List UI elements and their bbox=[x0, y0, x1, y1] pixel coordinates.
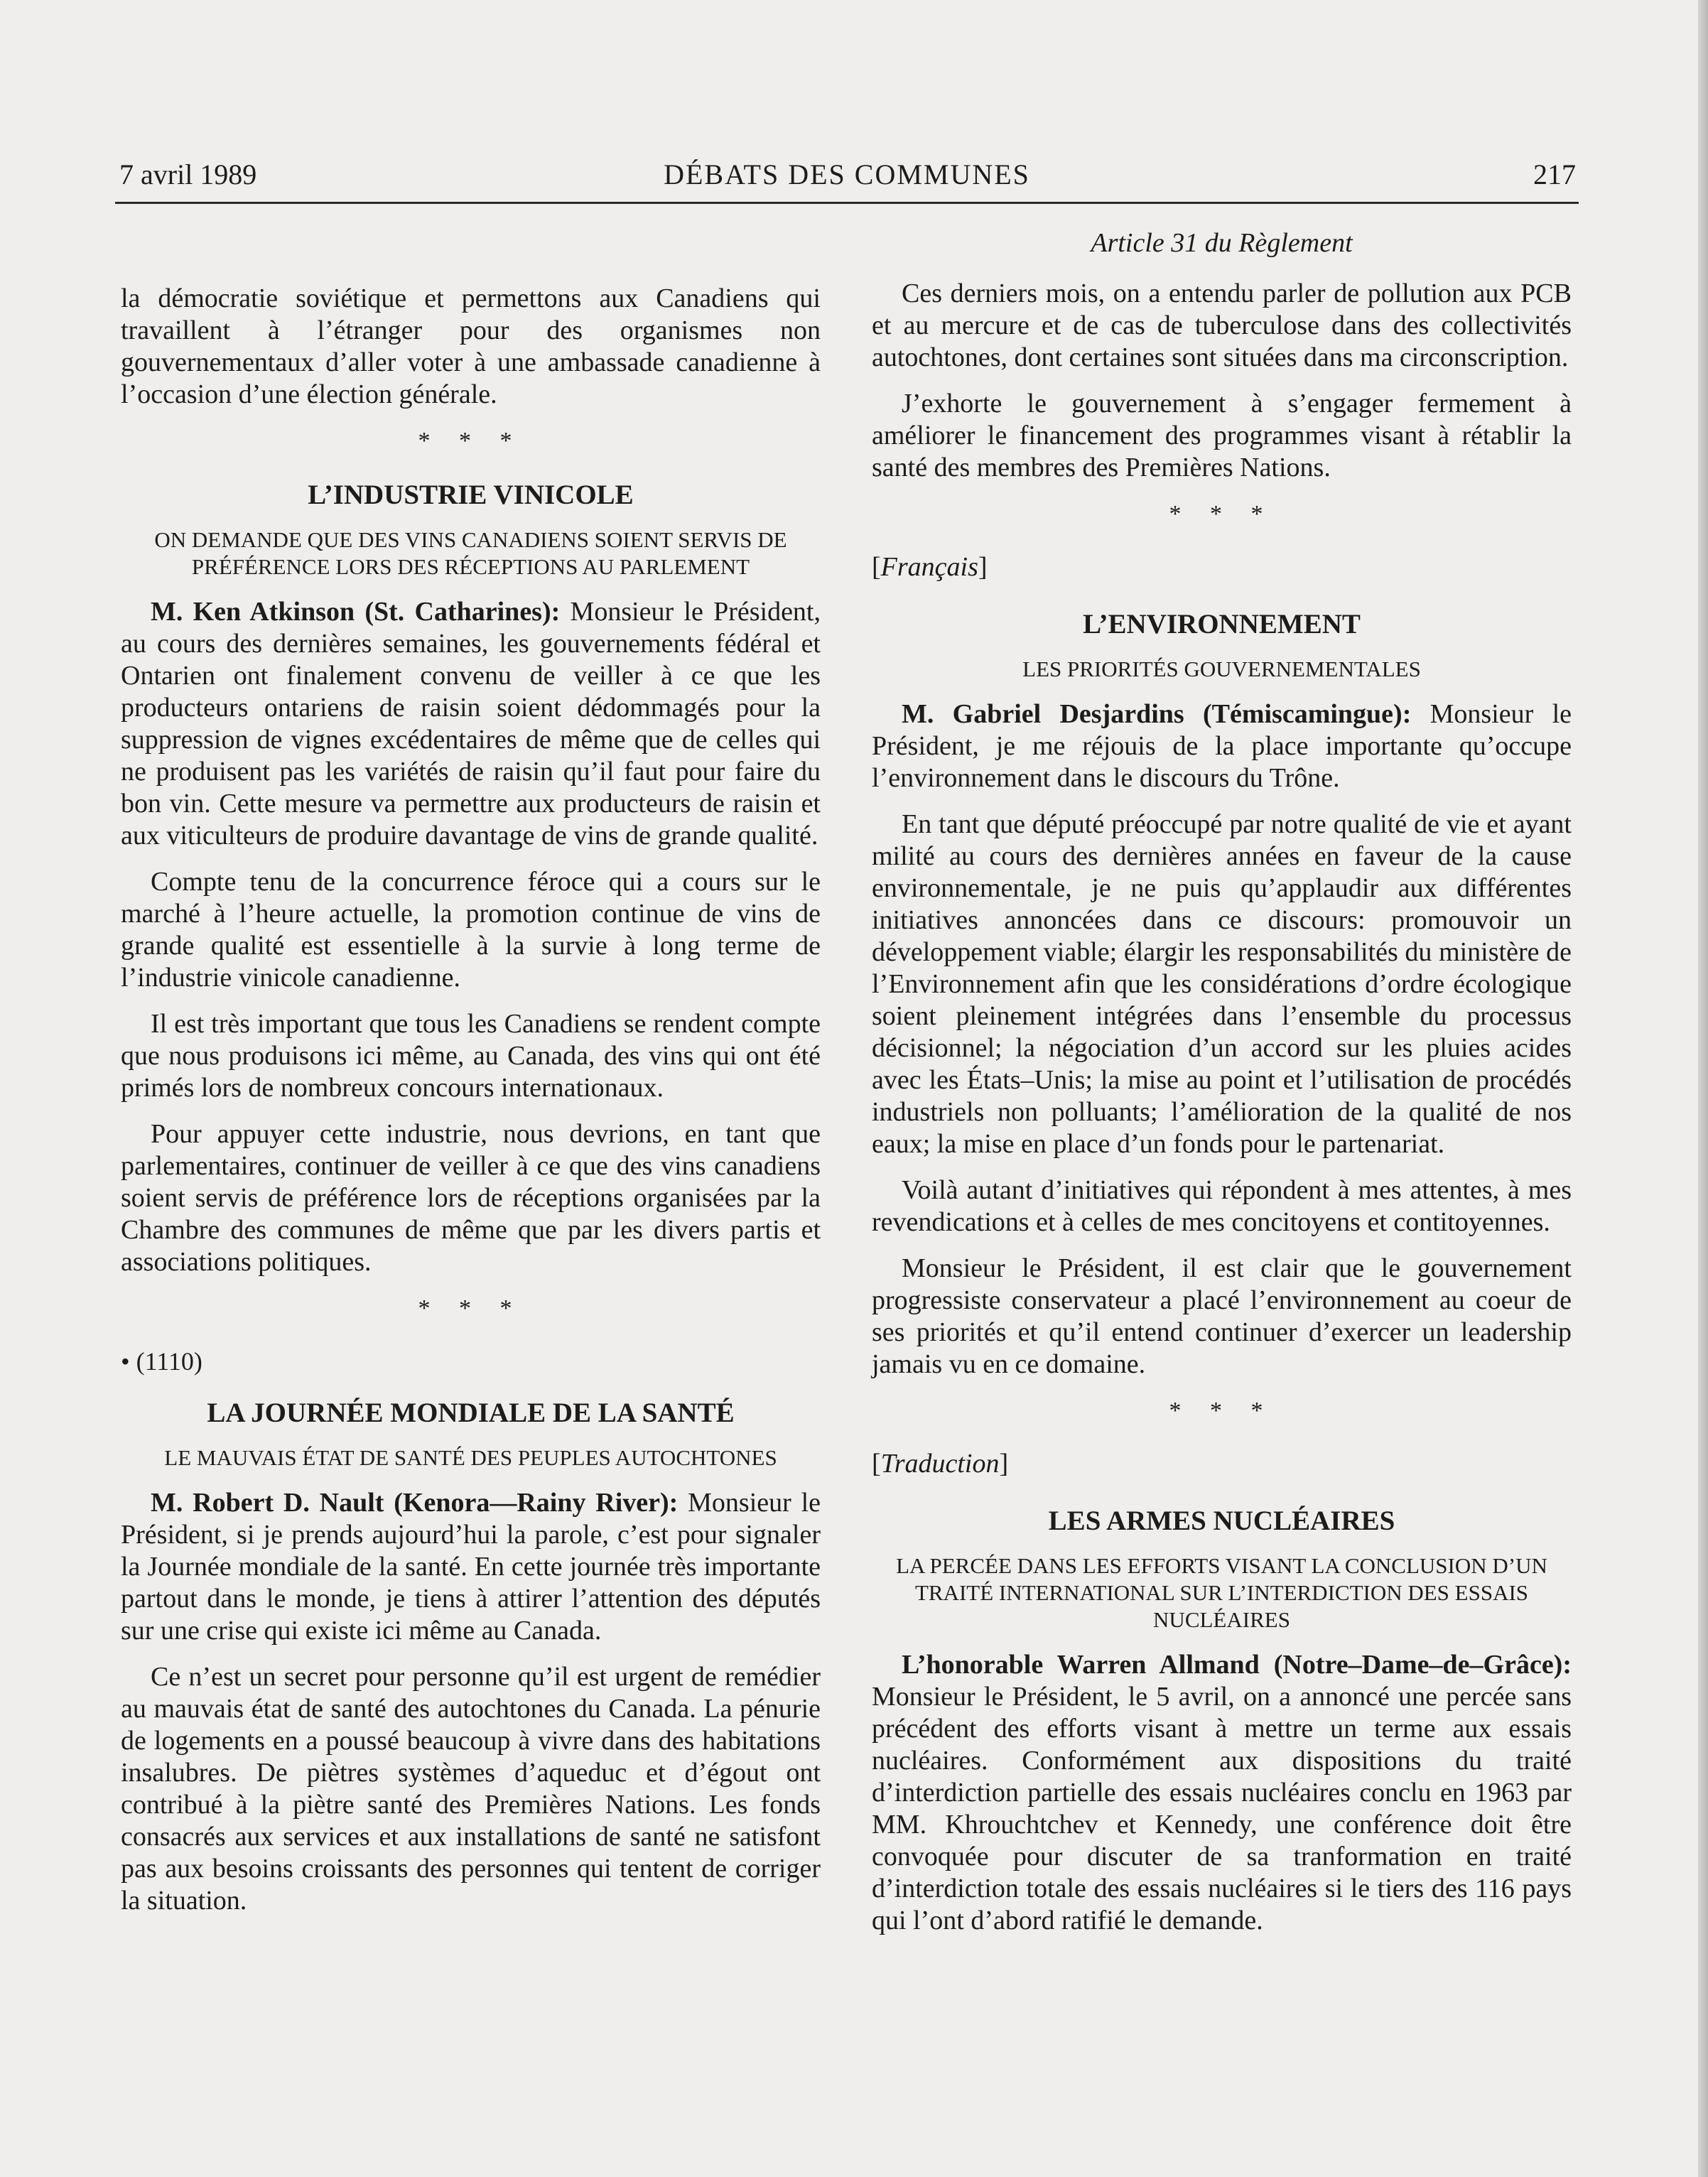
section-heading: L’ENVIRONNEMENT bbox=[1083, 609, 1361, 639]
paragraph: Voilà autant d’initiatives qui répondent à mes attentes, à mes revendications et à celles de mes concitoyens et contitoyennes. bbox=[872, 1175, 1572, 1237]
paragraph: Compte tenu de la concurrence féroce qui a cours sur le marché à l’heure actuelle, la promotion continue de vins de grande qualité est essentielle à la survie à long terme de l’industrie vinicole canadienne. bbox=[121, 867, 821, 993]
section-heading: LES ARMES NUCLÉAIRES bbox=[1048, 1506, 1395, 1536]
language-label: Traduction bbox=[880, 1449, 1000, 1479]
section-separator: * * * bbox=[418, 1295, 524, 1322]
header-title: DÉBATS DES COMMUNES bbox=[664, 158, 1030, 190]
language-note: [Français] bbox=[872, 552, 988, 582]
page-edge-shadow bbox=[1698, 0, 1708, 2177]
paragraph bbox=[872, 1649, 1572, 1937]
speaker-name: M. Gabriel Desjardins (Témiscamingue): bbox=[902, 699, 1412, 729]
paragraph: J’exhorte le gouvernement à s’engager fermement à améliorer le financement des programmes visant à rétablir la santé des membres des Premières Nations. bbox=[872, 389, 1572, 482]
section-separator: * * * bbox=[1169, 501, 1275, 527]
paragraph bbox=[121, 596, 821, 852]
speaker-name: M. Robert D. Nault (Kenora—Rainy River): bbox=[151, 1488, 679, 1518]
page-header bbox=[115, 158, 1579, 204]
speech-text: Monsieur le Président, le 5 avril, on a annoncé une percée sans précédent des efforts visant à mettre un terme aux essais nucléaires. Conformément aux dispositions du traité d’interdiction partielle des essais nucléaires conclu en 1963 par MM. Khrouchtchev et Kennedy, une conférence doit être convoquée pour discuter de sa tranformation en traité d’interdiction totale des essais nucléaires si le tiers des 116 pays qui l’ont d’abord ratifié le demande. bbox=[872, 1682, 1572, 1935]
language-label: Français bbox=[880, 552, 978, 582]
header-page-number: 217 bbox=[1533, 158, 1576, 190]
right-column bbox=[872, 227, 1572, 1951]
section-heading: L’INDUSTRIE VINICOLE bbox=[308, 480, 634, 510]
article-reference: Article 31 du Règlement bbox=[1091, 228, 1353, 258]
time-marker: • (1110) bbox=[121, 1347, 202, 1376]
paragraph bbox=[121, 1487, 821, 1647]
language-note: [Traduction] bbox=[872, 1449, 1009, 1479]
section-separator: * * * bbox=[418, 428, 524, 454]
paragraph: Ce n’est un secret pour personne qu’il est urgent de remédier au mauvais état de santé des autochtones du Canada. La pénurie de logements en a poussé beaucoup à vivre dans des habitations insalubres. De piètres systèmes d’aqueduc et d’égout ont contribué à la piètre santé des Premières Nations. Les fonds consacrés aux services et aux installations de santé ne satisfont pas aux besoins croissants des personnes qui tentent de corriger la situation. bbox=[121, 1662, 821, 1916]
paragraph: la démocratie soviétique et permettons aux Canadiens qui travaillent à l’étranger pour des organismes non gouvernementaux d’aller voter à une ambassade canadienne à l’occasion d’une élection générale. bbox=[121, 283, 821, 409]
section-heading: LA JOURNÉE MONDIALE DE LA SANTÉ bbox=[207, 1398, 735, 1428]
section-subheading: LES PRIORITÉS GOUVERNEMENTALES bbox=[1022, 657, 1421, 681]
paragraph: Il est très important que tous les Canadiens se rendent compte que nous produisons ici même, au Canada, des vins qui ont été primés lors de nombreux concours internationaux. bbox=[121, 1009, 821, 1103]
paragraph: Pour appuyer cette industrie, nous devrions, en tant que parlementaires, continuer de veiller à ce que des vins canadiens soient servis de préférence lors de réceptions organisées par la Chambre des communes de même que par les divers partis et associations politiques. bbox=[121, 1119, 821, 1277]
header-date: 7 avril 1989 bbox=[119, 158, 257, 190]
paragraph: En tant que député préoccupé par notre qualité de vie et ayant milité au cours des dernières années en faveur de la cause environnementale, je ne puis qu’applaudir aux différentes initiatives annoncées dans ce discours: promouvoir un développement viable; élargir les responsabilités du ministère de l’Environnement afin que les considérations d’ordre écologique soient pleinement intégrées dans l’ensemble du processus décisionnel; la négociation d’un accord sur les pluies acides avec les États–Unis; la mise au point et l’utilisation de procédés industriels non polluants; l’amélioration de la qualité de nos eaux; la mise en place d’un fonds pour le partenariat. bbox=[872, 809, 1572, 1159]
section-separator: * * * bbox=[1169, 1398, 1275, 1424]
speech-text: Monsieur le Président, si je prends aujourd’hui la parole, c’est pour signaler la Journée mondiale de la santé. En cette journée très importante partout dans le monde, je tiens à attirer l’attention des députés sur une crise qui existe ici même au Canada. bbox=[121, 1488, 821, 1646]
section-subheading: LA PERCÉE DANS LES EFFORTS VISANT LA CONCLUSION D’UN TRAITÉ INTERNATIONAL SUR L’INTERDICTION DES ESSAIS NUCLÉAIRES bbox=[896, 1553, 1547, 1632]
paragraph: Monsieur le Président, il est clair que le gouvernement progressiste conservateur a placé l’environnement au coeur de ses priorités et qu’il entend continuer d’exercer un leadership jamais vu en ce domaine. bbox=[872, 1253, 1572, 1379]
paragraph bbox=[872, 698, 1572, 794]
speaker-name: L’honorable Warren Allmand (Notre–Dame–de–Grâce): bbox=[902, 1650, 1572, 1680]
speech-text: Monsieur le Président, je me réjouis de la place importante qu’occupe l’environnement dans le discours du Trône. bbox=[872, 699, 1572, 793]
left-column bbox=[121, 283, 821, 1931]
speaker-name: M. Ken Atkinson (St. Catharines): bbox=[151, 597, 561, 627]
section-subheading: ON DEMANDE QUE DES VINS CANADIENS SOIENT SERVIS DE PRÉFÉRENCE LORS DES RÉCEPTIONS AU PARLEMENT bbox=[154, 527, 787, 579]
speech-text: Monsieur le Président, au cours des dernières semaines, les gouvernements fédéral et Ontarien ont finalement convenu de veiller à ce que les producteurs ontariens de raisin soient dédommagés pour la suppression de vignes excédentaires de même que de celles qui ne produisent pas les variétés de raisin qu’il faut pour faire du bon vin. Cette mesure va permettre aux producteurs de raisin et aux viticulteurs de produire davantage de vins de grande qualité. bbox=[121, 597, 821, 850]
paragraph: Ces derniers mois, on a entendu parler de pollution aux PCB et au mercure et de cas de tuberculose dans des collectivités autochtones, dont certaines sont situées dans ma circonscription. bbox=[872, 279, 1572, 372]
section-subheading: LE MAUVAIS ÉTAT DE SANTÉ DES PEUPLES AUTOCHTONES bbox=[164, 1445, 777, 1470]
